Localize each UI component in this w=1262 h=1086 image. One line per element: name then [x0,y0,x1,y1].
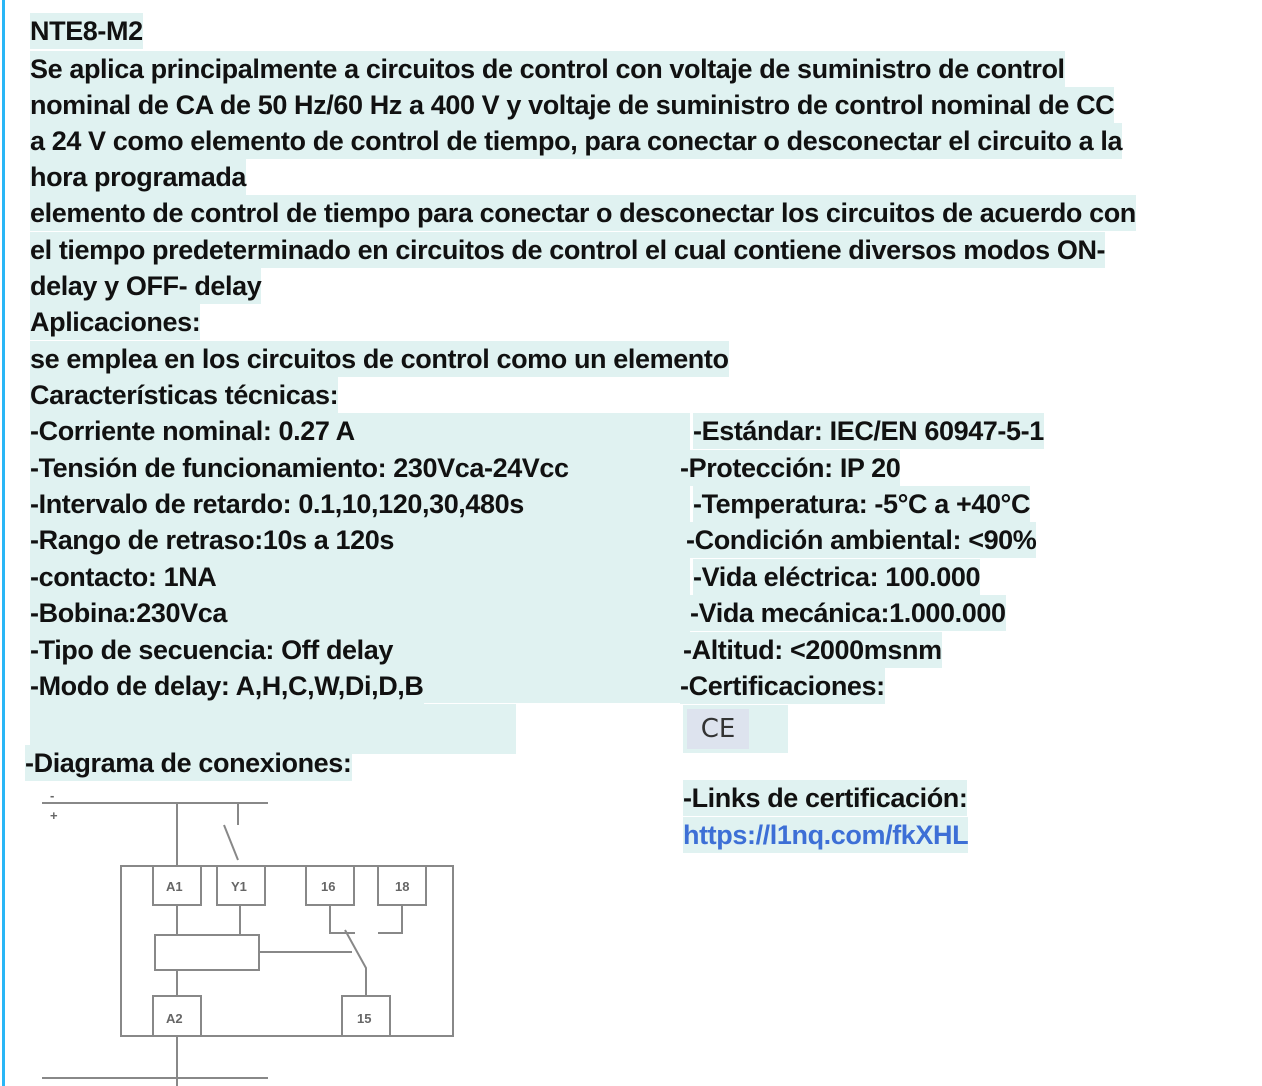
description-line: elemento de control de tiempo para conectar o desconectar los circuitos de acuerdo con [30,195,1136,231]
spec-left: -contacto: 1NA [30,559,216,595]
terminal-18: 18 [395,879,410,894]
description-line: nominal de CA de 50 Hz/60 Hz a 400 V y voltaje de suministro de control nominal de CC [30,87,1114,123]
certification-link[interactable]: https://l1nq.com/fkXHL [683,817,968,853]
description-line: hora programada [30,159,246,195]
plus-label: + [50,808,58,823]
terminal-y1: Y1 [231,879,247,894]
spec-left: -Intervalo de retardo: 0.1,10,120,30,480s [30,486,524,522]
description-line: delay y OFF- delay [30,268,261,304]
spec-right: -Protección: IP 20 [680,450,900,486]
spec-right: -Vida eléctrica: 100.000 [693,559,980,595]
terminal-16: 16 [321,879,336,894]
spec-right: -Certificaciones: [680,668,885,704]
product-title: NTE8-M2 [30,13,143,49]
spec-right: -Altitud: <2000msnm [683,632,942,668]
description-line: Se aplica principalmente a circuitos de control con voltaje de suministro de control [30,51,1065,87]
connection-diagram [0,780,480,1086]
spec-right: -Condición ambiental: <90% [686,522,1036,558]
spec-left: -Bobina:230Vca [30,595,227,631]
spec-left: -Modo de delay: A,H,C,W,Di,D,B [30,668,424,704]
spec-right: -Temperatura: -5°C a +40°C [693,486,1030,522]
specs-heading: Características técnicas: [30,377,338,413]
ce-mark-icon: CE [683,705,788,753]
applications-heading: Aplicaciones: [30,304,200,340]
spec-left: -Tensión de funcionamiento: 230Vca-24Vcc [30,450,569,486]
spec-left: -Corriente nominal: 0.27 A [30,413,355,449]
terminal-15: 15 [357,1011,372,1026]
terminal-a1: A1 [166,879,183,894]
spec-right: -Estándar: IEC/EN 60947-5-1 [693,413,1044,449]
description-line: el tiempo predeterminado en circuitos de control el cual contiene diversos modos ON- [30,232,1105,268]
description-line: a 24 V como elemento de control de tiempo, para conectar o desconectar el circuito a la [30,123,1122,159]
terminal-a2: A2 [166,1011,183,1026]
spec-right: -Vida mecánica:1.000.000 [690,595,1006,631]
spec-left: -Rango de retraso:10s a 120s [30,522,394,558]
spec-left: -Tipo de secuencia: Off delay [30,632,393,668]
links-heading: -Links de certificación: [683,780,967,816]
minus-label: - [50,788,55,803]
diagram-heading: -Diagrama de conexiones: [25,745,352,781]
applications-text: se emplea en los circuitos de control como un elemento [30,341,729,377]
